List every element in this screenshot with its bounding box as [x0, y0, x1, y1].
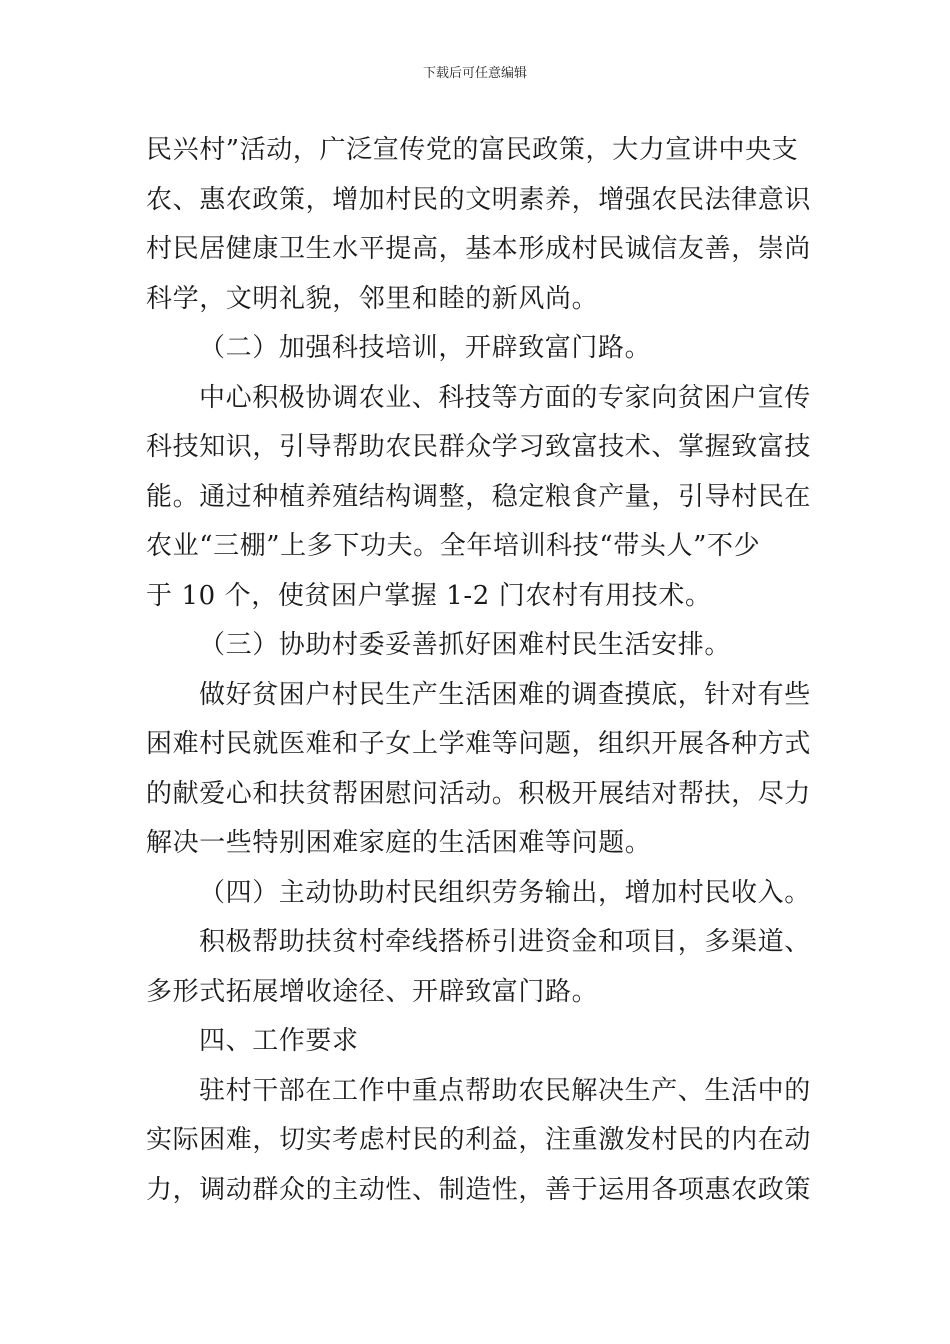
section-heading: 四、工作要求: [199, 1026, 359, 1056]
text-line: 民兴村”活动，广泛宣传党的富民政策，大力宣讲中央支: [146, 135, 799, 165]
section-heading: （四）主动协助村民组织劳务输出，增加村民收入。: [199, 877, 811, 908]
text-line: 农业“三棚”上多下功夫。全年培训科技“带头人”不少: [146, 531, 761, 561]
text-line: 多形式拓展增收途径、开辟致富门路。: [146, 976, 599, 1007]
text-line: 于 10 个，使贫困户掌握 1-2 门农村有用技术。: [146, 580, 712, 611]
page-header: 下载后可任意编辑: [422, 66, 527, 81]
text-line: 实际困难，切实考虑村民的利益，注重激发村民的内在动: [146, 1125, 812, 1155]
text-line: 科学，文明礼貌，邻里和睦的新风尚。: [146, 283, 599, 314]
text-line: 村民居健康卫生水平提高，基本形成村民诚信友善，崇尚: [146, 234, 812, 264]
text-line: 驻村干部在工作中重点帮助农民解决生产、生活中的: [199, 1075, 811, 1106]
section-heading: （二）加强科技培训，开辟致富门路。: [199, 333, 652, 363]
text-line: 中心积极协调农业、科技等方面的专家向贫困户宣传: [199, 382, 811, 413]
text-line: 农、惠农政策，增加村民的文明素养，增强农民法律意识: [146, 184, 812, 215]
text-line: 力，调动群众的主动性、制造性，善于运用各项惠农政策: [146, 1174, 812, 1205]
document-body: [146, 126, 811, 1215]
text-line: 能。通过种植养殖结构调整，稳定粮食产量，引导村民在: [146, 481, 812, 512]
text-line: 积极帮助扶贫村牵线搭桥引进资金和项目，多渠道、: [199, 927, 811, 957]
text-line: 做好贫困户村民生产生活困难的调查摸底，针对有些: [199, 679, 811, 710]
text-line: 困难村民就医难和子女上学难等问题，组织开展各种方式: [146, 729, 812, 759]
section-heading: （三）协助村委妥善抓好困难村民生活安排。: [199, 630, 732, 660]
text-line: 的献爱心和扶贫帮困慰问活动。积极开展结对帮扶，尽力: [146, 778, 812, 809]
text-line: 科技知识，引导帮助农民群众学习致富技术、掌握致富技: [146, 432, 812, 462]
text-line: 解决一些特别困难家庭的生活困难等问题。: [146, 828, 652, 858]
